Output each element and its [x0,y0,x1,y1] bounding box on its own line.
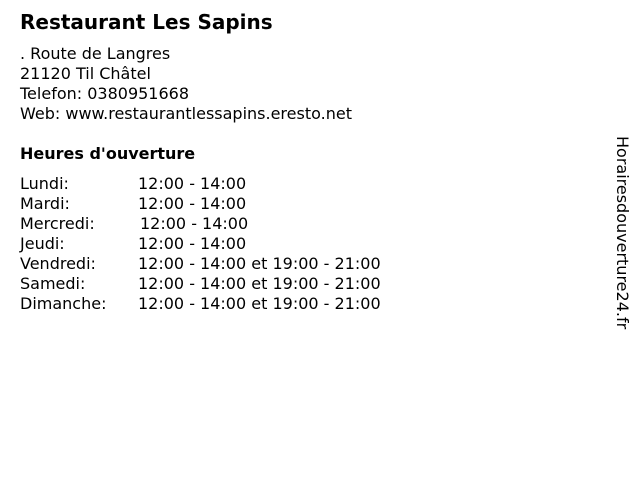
address-block [20,44,352,124]
phone-number: Telefon: 0380951668 [20,84,190,103]
hours-day: Mardi: [20,194,70,213]
hours-day: Dimanche: [20,294,107,313]
restaurant-name: Restaurant Les Sapins [20,10,273,34]
hours-table [20,174,381,314]
hours-row-mardi [20,194,381,214]
website: Web: www.restaurantlessapins.eresto.net [20,104,352,123]
hours-time: 12:00 - 14:00 [140,214,249,233]
hours-row-vendredi [20,254,381,274]
hours-time: 12:00 - 14:00 et 19:00 - 21:00 [138,254,381,273]
address-street: . Route de Langres [20,44,171,63]
hours-row-dimanche [20,294,381,314]
hours-heading: Heures d'ouverture [20,144,196,163]
hours-row-samedi [20,274,381,294]
hours-row-jeudi [20,234,381,254]
hours-day: Lundi: [20,174,69,193]
hours-day: Jeudi: [20,234,65,253]
hours-day: Mercredi: [20,214,95,233]
hours-time: 12:00 - 14:00 [138,234,247,253]
address-city: 21120 Til Châtel [20,64,151,83]
hours-day: Samedi: [20,274,86,293]
hours-time: 12:00 - 14:00 et 19:00 - 21:00 [138,274,381,293]
hours-day: Vendredi: [20,254,96,273]
hours-time: 12:00 - 14:00 et 19:00 - 21:00 [138,294,381,313]
hours-row-mercredi [20,214,381,234]
hours-row-lundi [20,174,381,194]
site-watermark: Horairesdouverture24.fr [613,136,632,330]
hours-time: 12:00 - 14:00 [138,174,247,193]
hours-time: 12:00 - 14:00 [138,194,247,213]
